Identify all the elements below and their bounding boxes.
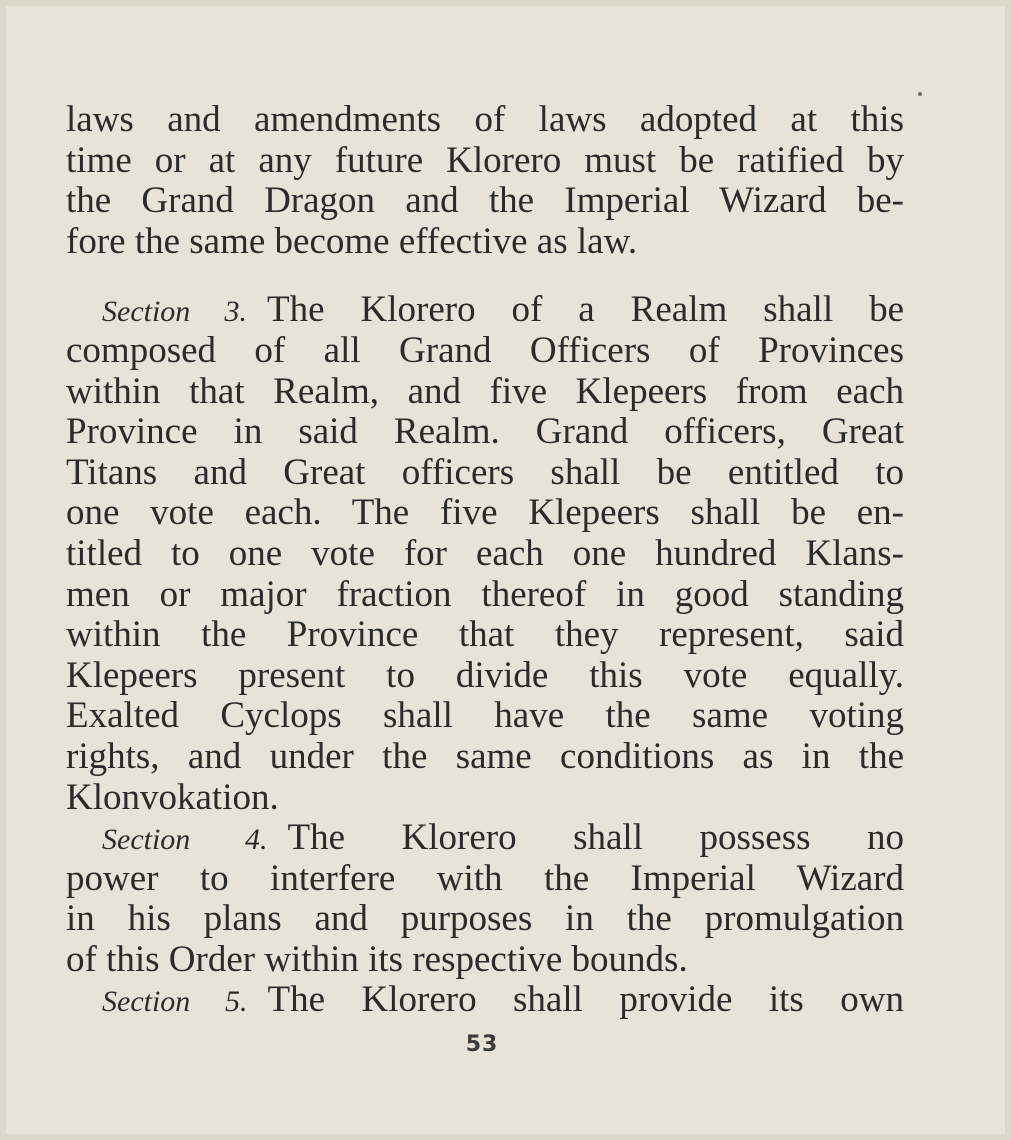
section3-line-7: men or major fraction thereof in good standing <box>66 573 904 615</box>
section4-label: Section 4. <box>102 823 268 857</box>
paragraph1-line-2: time or at any future Klorero must be ratified by <box>66 139 904 181</box>
page-body-text <box>66 100 904 1021</box>
paragraph1-line-3: the Grand Dragon and the Imperial Wizard be- <box>66 180 904 222</box>
section4-first-line-text: The Klorero shall possess no <box>287 817 904 859</box>
section3-line-6: titled to one vote for each one hundred Klans- <box>66 532 904 574</box>
section3-line-10: Exalted Cyclops shall have the same voting <box>66 695 904 737</box>
section3-line-4: Titans and Great officers shall be entitled to <box>66 451 904 493</box>
section3-line-9: Klepeers present to divide this vote equally. <box>66 654 904 696</box>
paragraph-gap <box>66 262 904 290</box>
section3-label: Section 3. <box>102 295 248 329</box>
section3-line-1: composed of all Grand Officers of Provinces <box>66 329 904 371</box>
section3-first-line <box>66 290 904 331</box>
section5-label: Section 5. <box>102 985 248 1019</box>
section3-first-line-text: The Klorero of a Realm shall be <box>267 289 904 331</box>
page-number: 53 <box>465 1032 499 1057</box>
section4-line-2: in his plans and purposes in the promulgation <box>66 898 904 940</box>
section5-first-line-text: The Klorero shall provide its own <box>267 979 904 1021</box>
section5-first-line <box>66 980 904 1021</box>
section3-line-3: Province in said Realm. Grand officers, Great <box>66 411 904 453</box>
section3-line-8: within the Province that they represent, said <box>66 614 904 656</box>
section3-line-11: rights, and under the same conditions as in the <box>66 735 904 777</box>
section3-line-12: Klonvokation. <box>66 776 279 818</box>
paragraph1-line-1: laws and amendments of laws adopted at this <box>66 99 904 140</box>
section3-line-5: one vote each. The five Klepeers shall be en- <box>66 492 904 534</box>
section4-line-3: of this Order within its respective bounds. <box>66 938 688 980</box>
paper-speck <box>918 92 922 96</box>
section4-line-1: power to interfere with the Imperial Wizard <box>66 857 904 899</box>
section4-first-line <box>66 818 904 859</box>
paragraph1-line-4: fore the same become effective as law. <box>66 220 638 262</box>
section3-line-2: within that Realm, and five Klepeers from each <box>66 370 904 412</box>
